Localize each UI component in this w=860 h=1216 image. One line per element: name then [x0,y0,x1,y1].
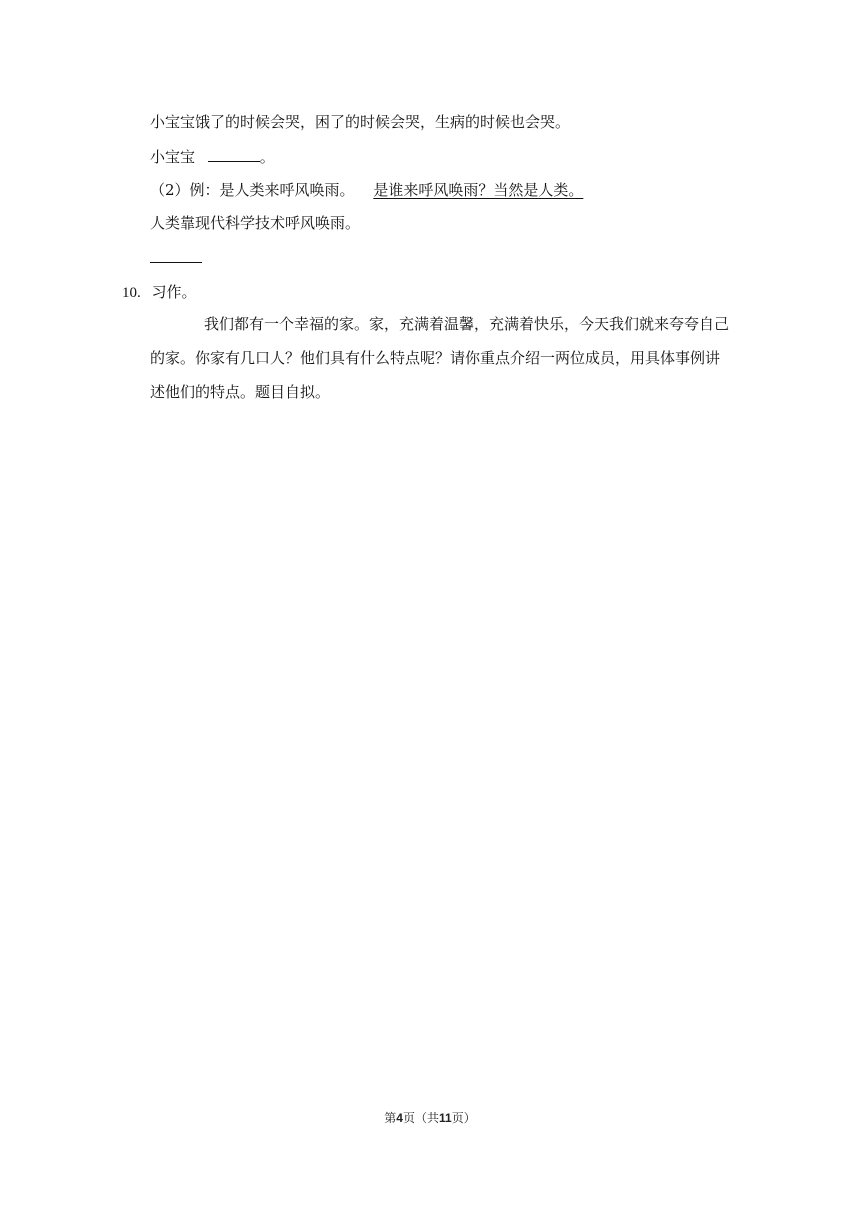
footer-mid: 页（共 [402,1111,439,1125]
prompt-text: 小宝宝 [150,148,196,166]
question-title: 习作。 [151,283,197,301]
question-9-fill-line-1 [150,147,275,167]
question-10-line-2: 的家。你家有几口人？他们具有什么特点呢？请你重点介绍一两位成员，用具体事例讲 [150,349,721,367]
answer-blank-2 [150,262,202,263]
period: 。 [259,148,275,166]
answer-blank [208,147,260,162]
page-footer [0,1110,860,1126]
footer-prefix: 第 [384,1111,397,1125]
question-10-line-3: 述他们的特点。题目自拟。 [150,383,331,401]
footer-total-pages: 11 [439,1111,452,1125]
question-9-sentence-2: 人类靠现代科学技术呼风唤雨。 [150,214,361,232]
example-answer: 是谁来呼风唤雨？当然是人类。 [373,181,584,199]
question-10-heading [122,282,197,303]
example-label: （2）例：是人类来呼风唤雨。 [150,181,355,199]
footer-suffix: 页） [451,1111,476,1125]
question-9-sentence-1: 小宝宝饿了的时候会哭，困了的时候会哭，生病的时候也会哭。 [150,113,571,131]
footer-page-number: 4 [396,1111,403,1125]
question-10-line-1: 我们都有一个幸福的家。家，充满着温馨，充满着快乐，今天我们就来夸夸自己 [204,315,730,333]
question-number: 10. [122,285,141,301]
question-9-example [150,180,583,200]
